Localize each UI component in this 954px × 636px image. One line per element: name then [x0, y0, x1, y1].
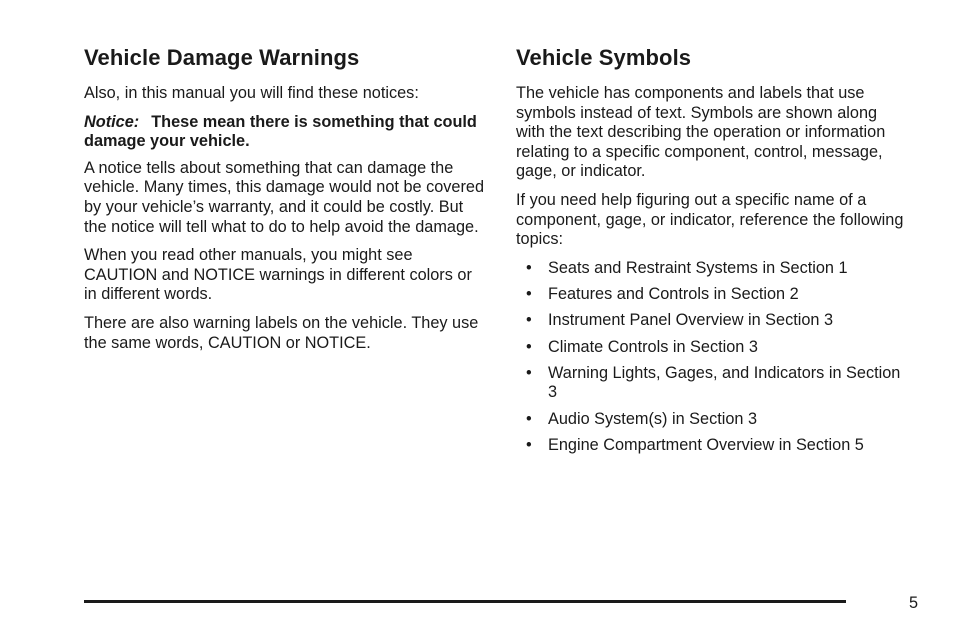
list-item — [516, 436, 906, 456]
section-heading-vehicle-symbols: Vehicle Symbols — [516, 45, 692, 70]
intro-paragraph: Also, in this manual you will find these notices: — [84, 84, 419, 102]
body-paragraph: If you need help figuring out a specific name of a component, gage, or indicator, reference the following topics: — [516, 190, 904, 249]
list-item — [516, 259, 906, 279]
list-item — [516, 364, 906, 403]
notice-block — [84, 113, 489, 152]
list-item-text: Audio System(s) in Section 3 — [548, 409, 758, 428]
left-column — [84, 44, 489, 362]
bullet-icon: • — [526, 436, 532, 455]
right-column — [516, 44, 906, 462]
list-item-text: Climate Controls in Section 3 — [548, 337, 758, 356]
list-item — [516, 285, 906, 305]
list-item-text: Warning Lights, Gages, and Indicators in Section 3 — [548, 363, 901, 402]
bullet-icon: • — [526, 409, 532, 428]
bullet-icon: • — [526, 285, 532, 304]
bullet-icon: • — [526, 311, 532, 330]
bullet-icon: • — [526, 337, 532, 356]
body-paragraph: A notice tells about something that can damage the vehicle. Many times, this damage would not be covered by your vehicle’s warranty, and it could be costly. But the notice will tell what to do to help avoid the damage. — [84, 158, 485, 236]
section-heading-damage-warnings: Vehicle Damage Warnings — [84, 45, 360, 70]
body-paragraph: The vehicle has components and labels that use symbols instead of text. Symbols are shown along with the text describing the operation or information relating to a specific component, control, message, gage, or indicator. — [516, 84, 886, 181]
list-item-text: Instrument Panel Overview in Section 3 — [548, 311, 834, 330]
bullet-icon: • — [526, 258, 532, 277]
list-item — [516, 311, 906, 331]
list-item-text: Features and Controls in Section 2 — [548, 285, 799, 304]
bullet-icon: • — [526, 363, 532, 382]
page-number: 5 — [909, 594, 919, 612]
body-paragraph: When you read other manuals, you might see CAUTION and NOTICE warnings in different colors or in different words. — [84, 246, 472, 304]
list-item — [516, 410, 906, 430]
list-item-text: Engine Compartment Overview in Section 5 — [548, 436, 864, 455]
notice-text: These mean there is something that could damage your vehicle. — [84, 112, 477, 151]
notice-label: Notice: — [84, 112, 140, 131]
topics-list — [516, 259, 906, 456]
footer-rule — [84, 600, 846, 603]
body-paragraph: There are also warning labels on the vehicle. They use the same words, CAUTION or NOTICE. — [84, 313, 479, 352]
list-item — [516, 338, 906, 358]
list-item-text: Seats and Restraint Systems in Section 1 — [548, 258, 848, 277]
